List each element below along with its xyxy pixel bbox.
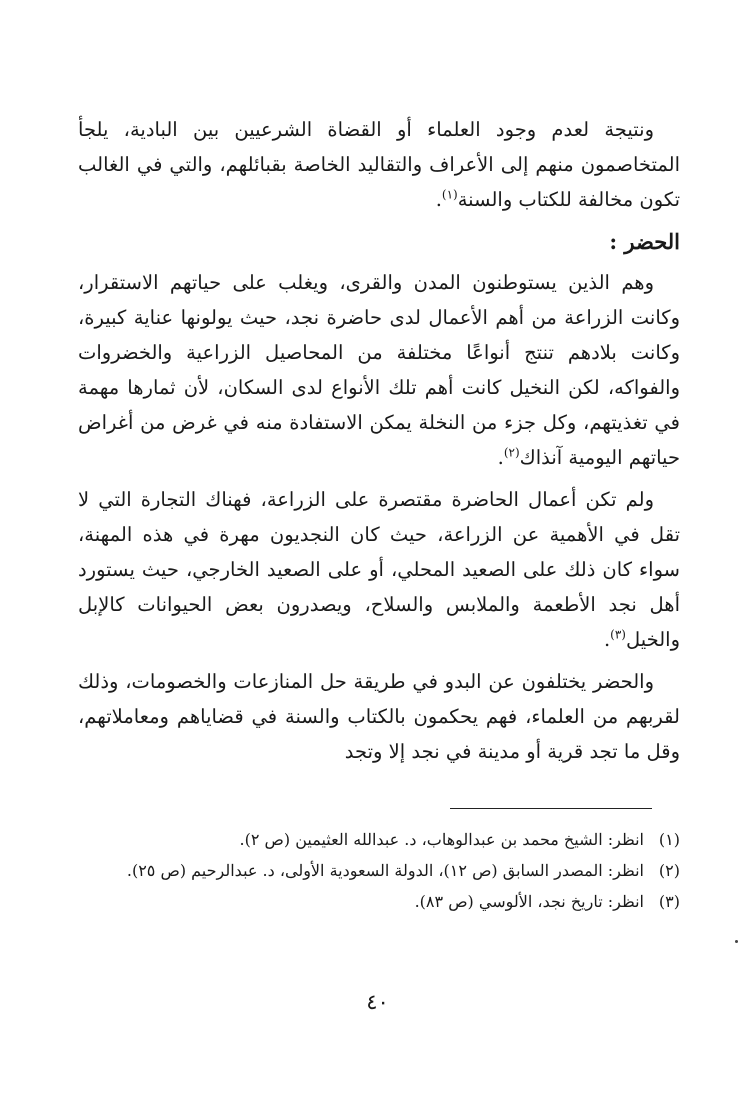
footnotes xyxy=(78,826,680,919)
footnote-3 xyxy=(78,888,680,916)
paragraph-end: . xyxy=(603,628,611,651)
footnote-number: (٢) xyxy=(658,861,680,880)
page-number: ٤٠ xyxy=(366,990,389,1014)
footnote-ref[interactable]: (١) xyxy=(441,187,458,202)
paragraph-end: . xyxy=(435,188,442,211)
footnote-1 xyxy=(78,826,680,854)
paragraph-text: ونتيجة لعدم وجود العلماء أو القضاة الشرعيين بين البادية، يلجأ المتخاصمون منهم إلى الأعراف والتقاليد الخاصة بقبائلهم، والتي في الغالب تكون مخالفة للكتاب والسنة xyxy=(78,118,680,211)
section-heading: الحضر : xyxy=(609,229,680,254)
footnote-number: (٣) xyxy=(658,892,680,911)
footnote-text: انظر: المصدر السابق (ص ١٢)، الدولة السعودية الأولى، د. عبدالرحيم (ص ٢٥). xyxy=(126,861,644,880)
footnote-text: انظر: الشيخ محمد بن عبدالوهاب، د. عبدالله العثيمين (ص ٢). xyxy=(239,830,644,849)
footnote-separator xyxy=(450,808,652,809)
paragraph-end: . xyxy=(497,446,504,469)
paragraph-text: والحضر يختلفون عن البدو في طريقة حل المنازعات والخصومات، وذلك لقربهم من العلماء، فهم يحكمون بالكتاب والسنة في قضاياهم ومعاملاتهم، وقل ما تجد قرية أو مدينة في نجد إلا وتجد xyxy=(78,670,680,763)
footnote-text: انظر: تاريخ نجد، الألوسي (ص ٨٣). xyxy=(414,892,644,911)
footnote-number: (١) xyxy=(658,830,680,849)
paragraph-hadar-1 xyxy=(78,265,680,475)
paragraph-text: وهم الذين يستوطنون المدن والقرى، ويغلب على حياتهم الاستقرار، وكانت الزراعة من أهم الأعمال لدى حاضرة نجد، حيث يولونها عناية كبيرة، وكانت بلادهم تنتج أنواعًا مختلفة من المحاصيل الزراعية والخضروات والفواكه، لكن النخيل كانت أهم تلك الأنواع لدى السكان، لأن ثمارها مهمة في تغذيتهم، وكل جزء من النخلة يمكن الاستفادة منه في غرض من أغراض حياتهم اليومية آنذاك xyxy=(78,271,680,469)
footnote-2 xyxy=(78,857,680,885)
footnote-ref[interactable]: (٣) xyxy=(610,627,626,642)
footnote-ref[interactable]: (٢) xyxy=(503,445,520,460)
paragraph-intro xyxy=(78,112,680,217)
scan-speck xyxy=(735,940,738,943)
paragraph-text: ولم تكن أعمال الحاضرة مقتصرة على الزراعة، فهناك التجارة التي لا تقل في الأهمية عن الزراعة، حيث كان النجديون مهرة في هذه المهنة، سواء كان ذلك على الصعيد المحلي، أو على الصعيد الخارجي، حيث يستورد أهل نجد الأطعمة والملابس والسلاح، ويصدرون بعض الحيوانات كالإبل والخيل xyxy=(78,488,680,651)
paragraph-hadar-3 xyxy=(78,664,680,769)
paragraph-hadar-2 xyxy=(78,482,680,657)
page-body xyxy=(78,112,680,776)
